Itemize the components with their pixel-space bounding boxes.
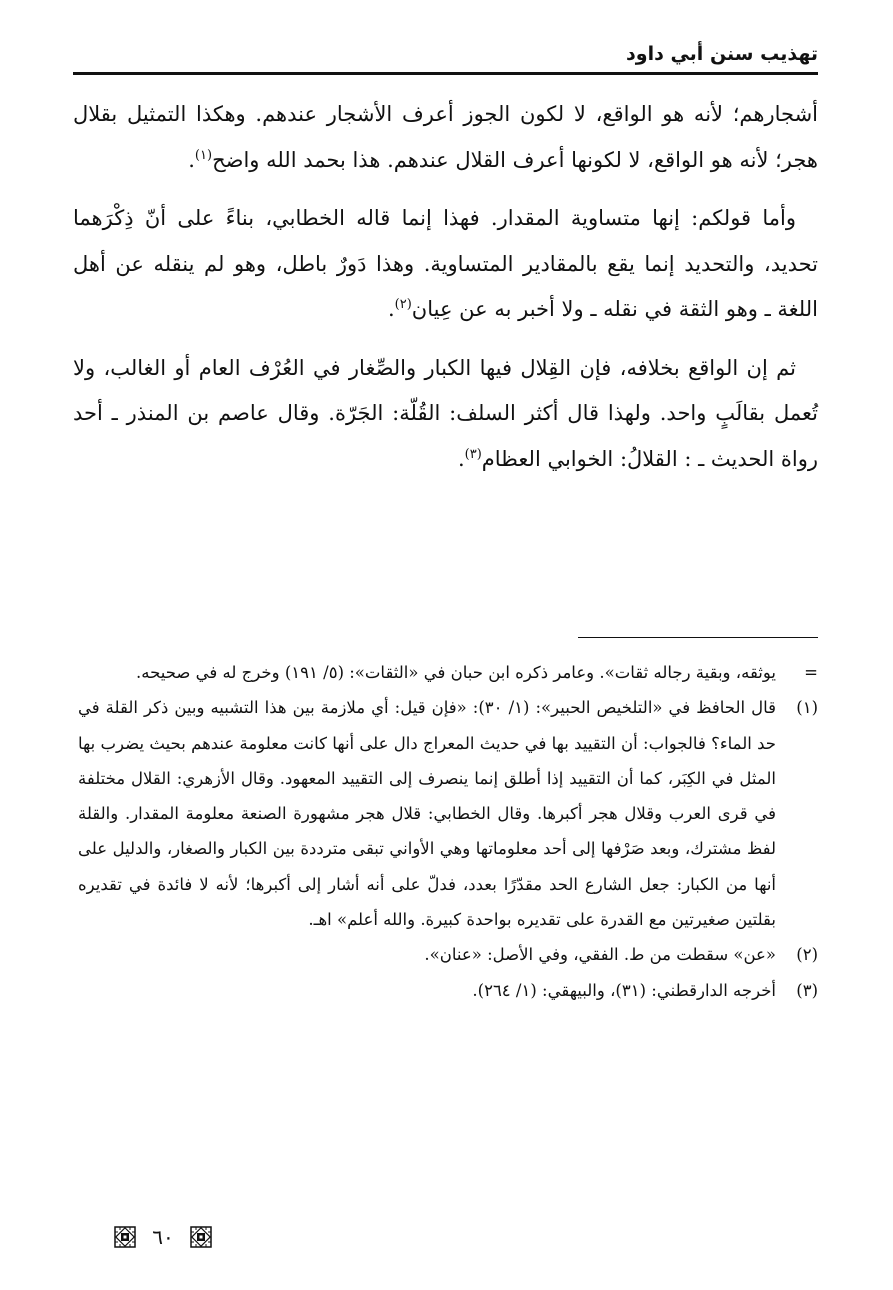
footnote-separator xyxy=(578,637,818,638)
running-header-title: تهذيب سنن أبي داود xyxy=(626,43,818,65)
footnote-ref-1: (١) xyxy=(194,147,213,163)
footnote-marker: = xyxy=(804,663,818,682)
ornament-right-icon xyxy=(190,1226,212,1248)
footnote-text: أخرجه الدارقطني: (٣١)، والبيهقي: (١/ ٢٦٤). xyxy=(472,980,776,1000)
footnote-2 xyxy=(78,937,818,972)
footnote-text: «عن» سقطت من ط. الفقي، وفي الأصل: «عنان». xyxy=(424,945,776,965)
running-header xyxy=(73,38,818,78)
footnote-continuation xyxy=(78,655,818,690)
footnote-1 xyxy=(78,690,818,937)
paragraph-2-text: وأما قولكم: إنها متساوية المقدار. فهذا إنما قاله الخطابي، بناءً على أنّ ذِكْرَهما تحديد، والتحديد إنما يقع بالمقادير المتساوية. وهذا دَورٌ باطل، وهو لم ينقله عن أهل اللغة ـ وهو الثقة في نقله ـ ولا أخبر به عن عِيان xyxy=(73,206,818,321)
footnote-3 xyxy=(78,973,818,1008)
paragraph-3 xyxy=(73,346,818,483)
paragraph-1-tail: . xyxy=(188,147,195,172)
paragraph-3-tail: . xyxy=(457,446,465,471)
paragraph-1-text: أشجارهم؛ لأنه هو الواقع، لا لكون الجوز أعرف الأشجار عندهم. وهكذا التمثيل بقلال هجر؛ لأنه هو الواقع، لا لكونها أعرف القلال عندهم. هذا بحمد الله واضح xyxy=(73,102,818,172)
footnotes xyxy=(78,655,818,1008)
header-rule xyxy=(73,72,818,75)
ornament-left-icon xyxy=(114,1226,136,1248)
page-number: ٦٠ xyxy=(152,1225,174,1249)
footnote-text: يوثقه، وبقية رجاله ثقات». وعامر ذكره ابن حبان في «الثقات»: (٥/ ١٩١) وخرج له في صحيحه. xyxy=(136,663,776,682)
paragraph-2-tail: . xyxy=(387,297,395,321)
footnote-ref-2: (٢) xyxy=(394,297,412,312)
paragraph-3-text: ثم إن الواقع بخلافه، فإن القِلال فيها الكبار والصِّغار في العُرْف العام أو الغالب، ولا تُعمل بقالَبٍ واحد. ولهذا قال أكثر السلف: القُلّة: الجَرّة. وقال عاصم بن المنذر ـ أحد رواة الحديث ـ : القلالُ: الخوابي العظام xyxy=(73,355,818,471)
footnote-text: قال الحافظ في «التلخيص الحبير»: (١/ ٣٠): «فإن قيل: أي ملازمة بين هذا التشبيه وبين ذكر القلة في حد الماء؟ فالجواب: أن التقييد بها في حديث المعراج دال على أنها كانت معلومة عندهم بحيث يضرب بها المثل في الكِبَر، كما أن التقييد إذا أطلق إنما ينصرف إلى التقييد المعهود. وقال الأزهري: القلال مختلفة في قرى العرب وقلال هجر أكبرها. وقال الخطابي: قلال هجر مشهورة الصنعة معلومة المقدار. والقلة لفظ مشترك، وبعد صَرْفها إلى أحد معلوماتها وهي الأواني تبقى مترددة بين الكبار والصغار، والدليل على أنها من الكبار: جعل الشارع الحد مقدّرًا بعدد، فدلّ على أنه أشار إلى أكبرها؛ لأنه لا فائدة في تقديره بقلتين صغيرتين مع القدرة على تقديره بواحدة كبيرة. والله أعلم» اهـ. xyxy=(78,698,776,930)
footnote-marker: (١) xyxy=(796,698,818,718)
footnote-ref-3: (٣) xyxy=(464,446,482,462)
paragraph-1 xyxy=(73,92,818,183)
main-text xyxy=(73,92,818,482)
footnote-marker: (٢) xyxy=(796,945,818,965)
paragraph-2 xyxy=(73,196,818,333)
page-footer xyxy=(78,1224,248,1250)
footnote-marker: (٣) xyxy=(796,980,818,1000)
